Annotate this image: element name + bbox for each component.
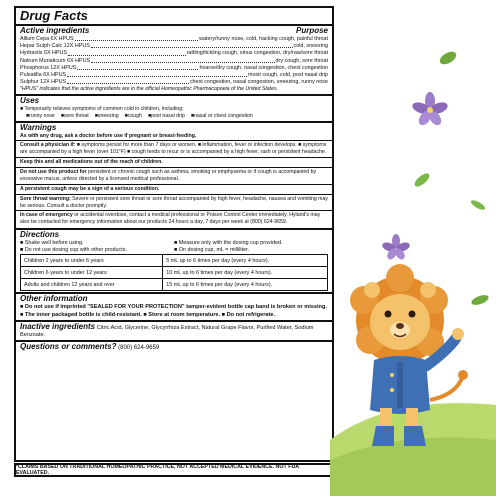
emergency-text: or accidental overdose, contact a medical professional or Poison Control Center immediately. Hyland's may also be contacted for emergency information about our products 24 hours a day, 7 days per week at (800) 624-9659.: [20, 212, 321, 226]
leader-dots: [91, 43, 293, 48]
warnings-heading: Warnings: [20, 123, 57, 133]
active-ingredients-heading: Active ingredients: [20, 26, 90, 35]
flower-icon: [381, 234, 411, 261]
direction-bullet: ■ Measure only with the dosing cup provided.: [174, 240, 283, 247]
directions-heading: Directions: [20, 230, 60, 240]
uses-intro: ■ Temporarily relieves symptoms of common cold in children, including:: [20, 106, 184, 113]
active-ingredients-list: [20, 36, 328, 86]
table-row: [21, 267, 328, 279]
table-row: [21, 255, 328, 267]
dose-cell: 5 mL up to 6 times per day (every 4 hours).: [163, 255, 328, 267]
warning-donot: [16, 167, 332, 184]
leaf-icon: [438, 49, 459, 67]
ingredient-name: Allium Cepa 6X HPUS: [20, 36, 74, 42]
drug-facts-title: Drug Facts: [20, 8, 88, 23]
active-ingredients-header: [20, 26, 328, 36]
footer-disclaimer: *CLAIMS BASED ON TRADITIONAL HOMEOPATHIC PRACTICE, NOT ACCEPTED MEDICAL EVIDENCE. NOT FDA EVALUATED.: [14, 463, 334, 477]
uses-item: ■ post nasal drip: [148, 113, 185, 120]
dose-cell: 15 mL up to 6 times per day (every 4 hours).: [163, 279, 328, 291]
active-ingredient-row: [20, 79, 328, 86]
inactive-heading: Inactive ingredients: [20, 321, 96, 331]
ingredient-name: Natrum Muriaticum 6X HPUS: [20, 57, 91, 64]
flower-icon: [411, 92, 449, 127]
ingredient-purpose: dry cough, sore throat: [275, 57, 328, 64]
age-cell: Adults and children 12 years and over: [21, 279, 163, 291]
uses-item: ■ sneezing: [95, 113, 119, 120]
ingredient-name: Pulsatilla 6X HPUS: [20, 72, 67, 79]
leader-dots: [91, 58, 274, 63]
active-ingredient-row: [20, 58, 328, 65]
drug-facts-panel: [14, 6, 334, 462]
warning-persistent: A persistent cough may be a sign of a serious condition.: [16, 184, 332, 194]
uses-heading: Uses: [20, 96, 40, 106]
age-cell: Children 6 years to under 12 years: [21, 267, 163, 279]
leader-dots: [67, 72, 247, 77]
table-row: [21, 279, 328, 291]
leaf-icon: [413, 171, 432, 189]
dosage-table: [20, 254, 328, 291]
active-ingredient-row: [20, 43, 328, 50]
ingredient-name: Phosphorus 12X HPUS: [20, 64, 77, 71]
consult-label: Consult a physician if:: [20, 142, 76, 149]
emergency-label: In case of emergency: [20, 212, 73, 219]
direction-bullet: ■ Shake well before using.: [20, 240, 84, 247]
inactive-text: Citric Acid, Glycerine, Glycyrrhiza Extract, Natural Grape Flavor, Purified Water, Sodium Benzoate.: [20, 324, 314, 338]
lion-illustration: [330, 0, 496, 496]
ingredient-purpose: hoarse/dry cough, nasal congestion, chest congestion: [199, 64, 328, 71]
directions-bullets: [20, 240, 328, 254]
ingredient-purpose: cold, sneezing: [293, 43, 328, 50]
active-ingredient-row: [20, 72, 328, 79]
uses-item: ■ sore throat: [61, 113, 89, 120]
active-ingredient-row: [20, 65, 328, 72]
sore-label: Sore throat warning:: [20, 195, 71, 202]
inactive-ingredients: [20, 322, 328, 339]
hpus-note: "HPUS" indicates that the active ingredients are in the official Homeopathic Pharmacopoeia of the United States.: [20, 86, 279, 93]
ingredient-purpose: chest congestion, nasal congestion, sneezing, runny nose: [189, 79, 328, 86]
active-ingredient-row: [20, 36, 328, 43]
leader-dots: [75, 36, 199, 41]
ingredient-name: Hepar Sulph Calc 12X HPUS: [20, 43, 90, 50]
other-info-text: ■ Do not use if imprinted "SEALED FOR YOUR PROTECTION" tamper-evident bottle cap band is broken or missing. ■ The inner packaged bottle is child-resistant. ■ Store at room temperature. ■ Do not refrigerate.: [20, 304, 327, 318]
dose-cell: 10 mL up to 6 times per day (every 4 hours).: [163, 267, 328, 279]
warning-consult: [16, 140, 332, 157]
donot-text: persistent or chronic cough such as asthma, smoking or emphysema or if cough is accompanied by excessive mucus, unless directed by a licensed medical professional.: [20, 168, 317, 182]
consult-text: ■ symptoms persist for more than 7 days or worsen. ■ inflammation, fever or infection develops. ■ symptoms are accompanied by a high fever (over 101°F) ■ cough tends to recur or is accompanied by a high fever, rash or persistent headache.: [20, 142, 327, 156]
warning-sore-throat: [16, 194, 332, 211]
leader-dots: [68, 50, 186, 55]
leaf-icon: [470, 198, 487, 211]
active-ingredient-row: [20, 50, 328, 57]
leader-dots: [67, 79, 189, 84]
questions-phone: (800) 624-9659: [116, 345, 160, 352]
questions-heading: Questions or comments?: [20, 342, 117, 352]
ingredient-purpose: moist cough, cold, post nasal drip: [247, 72, 328, 79]
other-info-heading: Other information: [20, 294, 88, 304]
ingredient-name: Hydrastis 6X HPUS: [20, 50, 68, 57]
age-cell: Children 2 years to under 6 years: [21, 255, 163, 267]
uses-item: ■ runny nose: [26, 113, 55, 120]
warning-emergency: [16, 210, 332, 227]
uses-item: ■ nasal or chest congestion: [191, 113, 253, 120]
uses-item: ■ cough: [125, 113, 142, 120]
sore-text: Severe or persistent sore throat or sore throat accompanied by high fever, headache, nausea and vomiting may be serious. Consult a doctor promptly.: [20, 195, 328, 209]
ingredient-name: Sulphur 12X HPUS: [20, 79, 67, 86]
uses-list: [20, 113, 328, 120]
leader-dots: [77, 65, 198, 70]
direction-bullet: ■ On dosing cup, mL = milliliter.: [174, 247, 250, 254]
warning-keep: Keep this and all medications out of the reach of children.: [16, 157, 332, 167]
ingredient-purpose: rattling/tickling cough, sinus congestion, dry/raw/sore throat: [186, 50, 328, 57]
leaf-icon: [470, 293, 490, 307]
questions: [20, 342, 328, 352]
donot-label: Do not use this product for: [20, 168, 87, 175]
direction-bullet: ■ Do not use dosing cup with other products.: [20, 247, 127, 254]
purpose-heading: Purpose: [295, 26, 328, 35]
ingredient-purpose: watery/runny nose, cold, hacking cough, painful throat: [199, 36, 328, 42]
warning-pregnant: As with any drug, ask a doctor before use if pregnant or breast-feeding.: [20, 133, 197, 140]
